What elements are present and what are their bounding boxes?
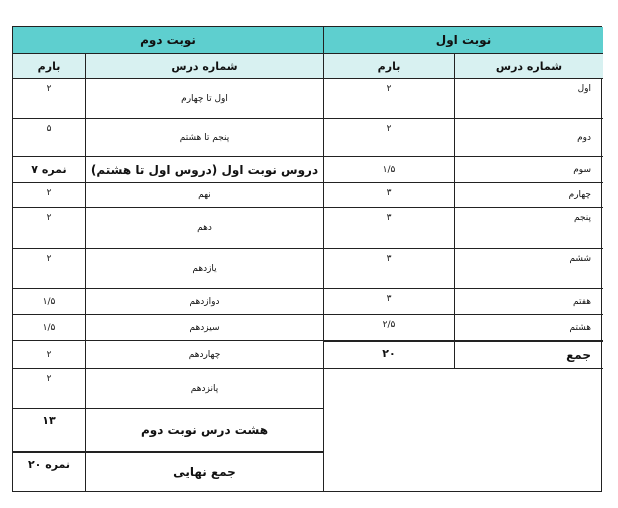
second-lesson-cell: چهاردهم [86,341,324,369]
first-score-cell: ۳ [324,208,455,249]
first-lesson-cell: اول [455,79,603,119]
second-lesson-cell: دروس نوبت اول (دروس اول تا هشتم) [86,157,324,183]
first-score-cell: ۳ [324,289,455,315]
second-total-lesson-cell: جمع نهایی [86,451,324,491]
first-lesson-cell: دوم [455,119,603,157]
second-score-column-header: بارم [13,54,86,79]
first-score-cell: ۲/۵ [324,315,455,342]
first-total-lesson-cell: جمع [455,342,603,369]
second-lesson-cell: سیزدهم [86,315,324,341]
second-lesson-cell: نهم [86,183,324,208]
first-lesson-cell: پنجم [455,208,603,249]
second-lesson-cell: دهم [86,208,324,249]
second-score-cell: ۲ [13,183,86,208]
second-score-cell: ۱/۵ [13,315,86,341]
second-total-score-cell: ۲۰ نمره [13,451,86,491]
second-lesson-cell: یازدهم [86,249,324,289]
second-score-cell: ۵ [13,119,86,157]
first-lesson-cell: سوم [455,157,603,183]
first-score-cell: ۳ [324,183,455,208]
first-score-cell: ۱/۵ [324,157,455,183]
second-score-cell: ۱۳ [13,409,86,452]
first-score-cell: ۲ [324,79,455,119]
second-lesson-cell: پانزدهم [86,369,324,409]
second-lesson-cell: دوازدهم [86,289,324,315]
first-lesson-cell: هشتم [455,315,603,342]
second-lesson-cell: پنجم تا هشتم [86,119,324,157]
second-turn-header: نوبت دوم [13,27,324,54]
second-score-cell: ۷ نمره [13,157,86,183]
first-lesson-column-header: شماره درس [455,54,603,79]
first-score-cell: ۲ [324,119,455,157]
second-score-cell: ۲ [13,208,86,249]
first-lesson-cell: ششم [455,249,603,289]
second-lesson-cell: اول تا چهارم [86,79,324,119]
first-lesson-cell: چهارم [455,183,603,208]
second-score-cell: ۲ [13,341,86,369]
first-score-column-header: بارم [324,54,455,79]
second-score-cell: ۲ [13,79,86,119]
second-score-cell: ۲ [13,369,86,409]
second-lesson-column-header: شماره درس [86,54,324,79]
first-score-cell: ۳ [324,249,455,289]
first-lesson-cell: هفتم [455,289,603,315]
second-score-cell: ۱/۵ [13,289,86,315]
second-lesson-cell: هشت درس نوبت دوم [86,409,324,452]
first-total-score-cell: ۲۰ [324,342,455,369]
score-table [12,26,602,492]
first-turn-header: نوبت اول [324,27,603,54]
second-score-cell: ۲ [13,249,86,289]
